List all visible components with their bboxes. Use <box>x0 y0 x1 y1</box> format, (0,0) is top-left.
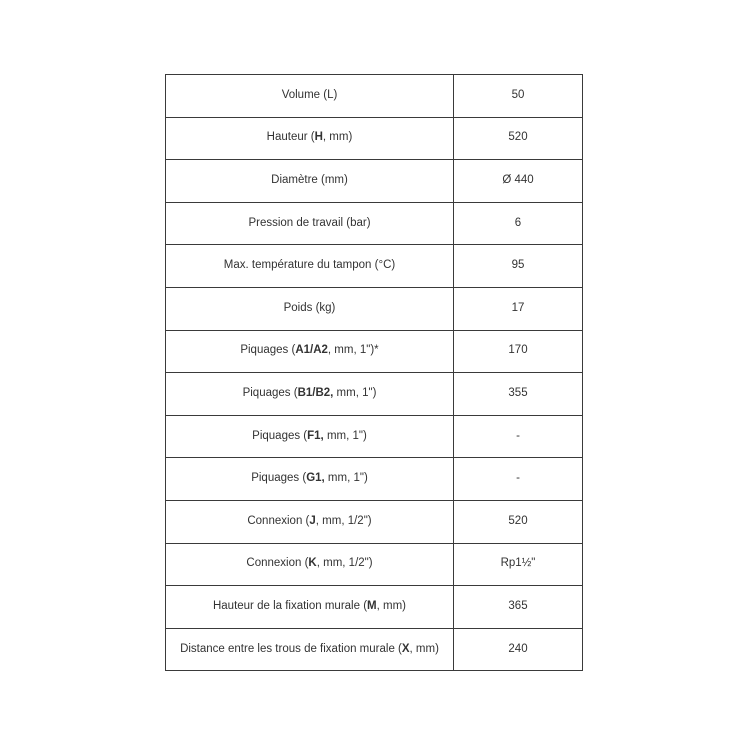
spec-value-cell: Ø 440 <box>454 160 583 203</box>
table-row <box>166 160 583 203</box>
spec-label-cell <box>166 330 454 373</box>
spec-label-part: Piquages ( <box>240 344 296 357</box>
spec-label-cell <box>166 500 454 543</box>
table-row <box>166 202 583 245</box>
spec-label-cell <box>166 202 454 245</box>
spec-label-cell <box>166 245 454 288</box>
spec-value-cell: 240 <box>454 628 583 671</box>
spec-label-cell <box>166 415 454 458</box>
specifications-table <box>165 74 583 671</box>
spec-label-part: Max. température du tampon (°C) <box>223 259 396 272</box>
specifications-table-body <box>166 75 583 671</box>
spec-label-bold-part: H <box>314 131 323 144</box>
spec-label-part: Piquages ( <box>251 472 307 485</box>
spec-label-part: , mm, 1/2") <box>316 557 373 570</box>
spec-label-part: mm, 1") <box>323 429 367 442</box>
spec-value-cell: 520 <box>454 117 583 160</box>
spec-label-part: Piquages ( <box>252 429 308 442</box>
spec-label-cell <box>166 628 454 671</box>
spec-label-cell <box>166 287 454 330</box>
table-row <box>166 373 583 416</box>
spec-label-part: mm, 1") <box>324 472 368 485</box>
table-row <box>166 500 583 543</box>
spec-label-part: mm, 1") <box>333 387 377 400</box>
table-row <box>166 586 583 629</box>
table-row <box>166 245 583 288</box>
spec-label-part: Diamètre (mm) <box>271 174 348 187</box>
spec-label-part: Distance entre les trous de fixation murale ( <box>180 642 402 655</box>
spec-label-part: , mm) <box>322 131 353 144</box>
spec-label-part: Volume (L) <box>281 88 338 101</box>
spec-label-cell <box>166 117 454 160</box>
spec-value-cell: 355 <box>454 373 583 416</box>
spec-label-cell <box>166 586 454 629</box>
spec-label-bold-part: A1/A2 <box>295 344 328 357</box>
spec-label-cell <box>166 160 454 203</box>
spec-label-bold-part: G1, <box>306 472 325 485</box>
spec-label-bold-part: J <box>309 514 316 527</box>
table-row <box>166 287 583 330</box>
spec-value-cell: 95 <box>454 245 583 288</box>
table-row <box>166 117 583 160</box>
spec-label-part: , mm, 1")* <box>327 344 379 357</box>
spec-label-part: Hauteur ( <box>266 131 315 144</box>
spec-label-part: Pression de travail (bar) <box>248 216 371 229</box>
spec-label-part: Piquages ( <box>242 387 298 400</box>
spec-label-bold-part: K <box>308 557 317 570</box>
spec-value-cell: 50 <box>454 75 583 118</box>
spec-value-cell: 17 <box>454 287 583 330</box>
spec-label-part: Hauteur de la fixation murale ( <box>212 600 368 613</box>
spec-label-cell <box>166 543 454 586</box>
spec-label-part: Connexion ( <box>247 514 310 527</box>
spec-label-cell <box>166 75 454 118</box>
spec-value-cell: Rp1½" <box>454 543 583 586</box>
table-row <box>166 330 583 373</box>
spec-value-cell: 6 <box>454 202 583 245</box>
spec-label-part: Connexion ( <box>246 557 309 570</box>
table-row <box>166 458 583 501</box>
spec-label-part: , mm) <box>376 600 407 613</box>
table-row <box>166 75 583 118</box>
spec-value-cell: 365 <box>454 586 583 629</box>
table-row <box>166 628 583 671</box>
table-row <box>166 543 583 586</box>
spec-value-cell: - <box>454 458 583 501</box>
spec-label-part: , mm) <box>409 642 439 655</box>
spec-label-cell <box>166 458 454 501</box>
spec-value-cell: - <box>454 415 583 458</box>
spec-label-bold-part: X <box>401 642 410 655</box>
spec-label-part: Poids (kg) <box>283 301 336 314</box>
table-row <box>166 415 583 458</box>
spec-label-bold-part: M <box>367 600 377 613</box>
spec-value-cell: 520 <box>454 500 583 543</box>
spec-label-part: , mm, 1/2") <box>315 514 372 527</box>
spec-label-cell <box>166 373 454 416</box>
spec-label-bold-part: F1, <box>307 429 324 442</box>
spec-label-bold-part: B1/B2, <box>297 387 334 400</box>
spec-value-cell: 170 <box>454 330 583 373</box>
